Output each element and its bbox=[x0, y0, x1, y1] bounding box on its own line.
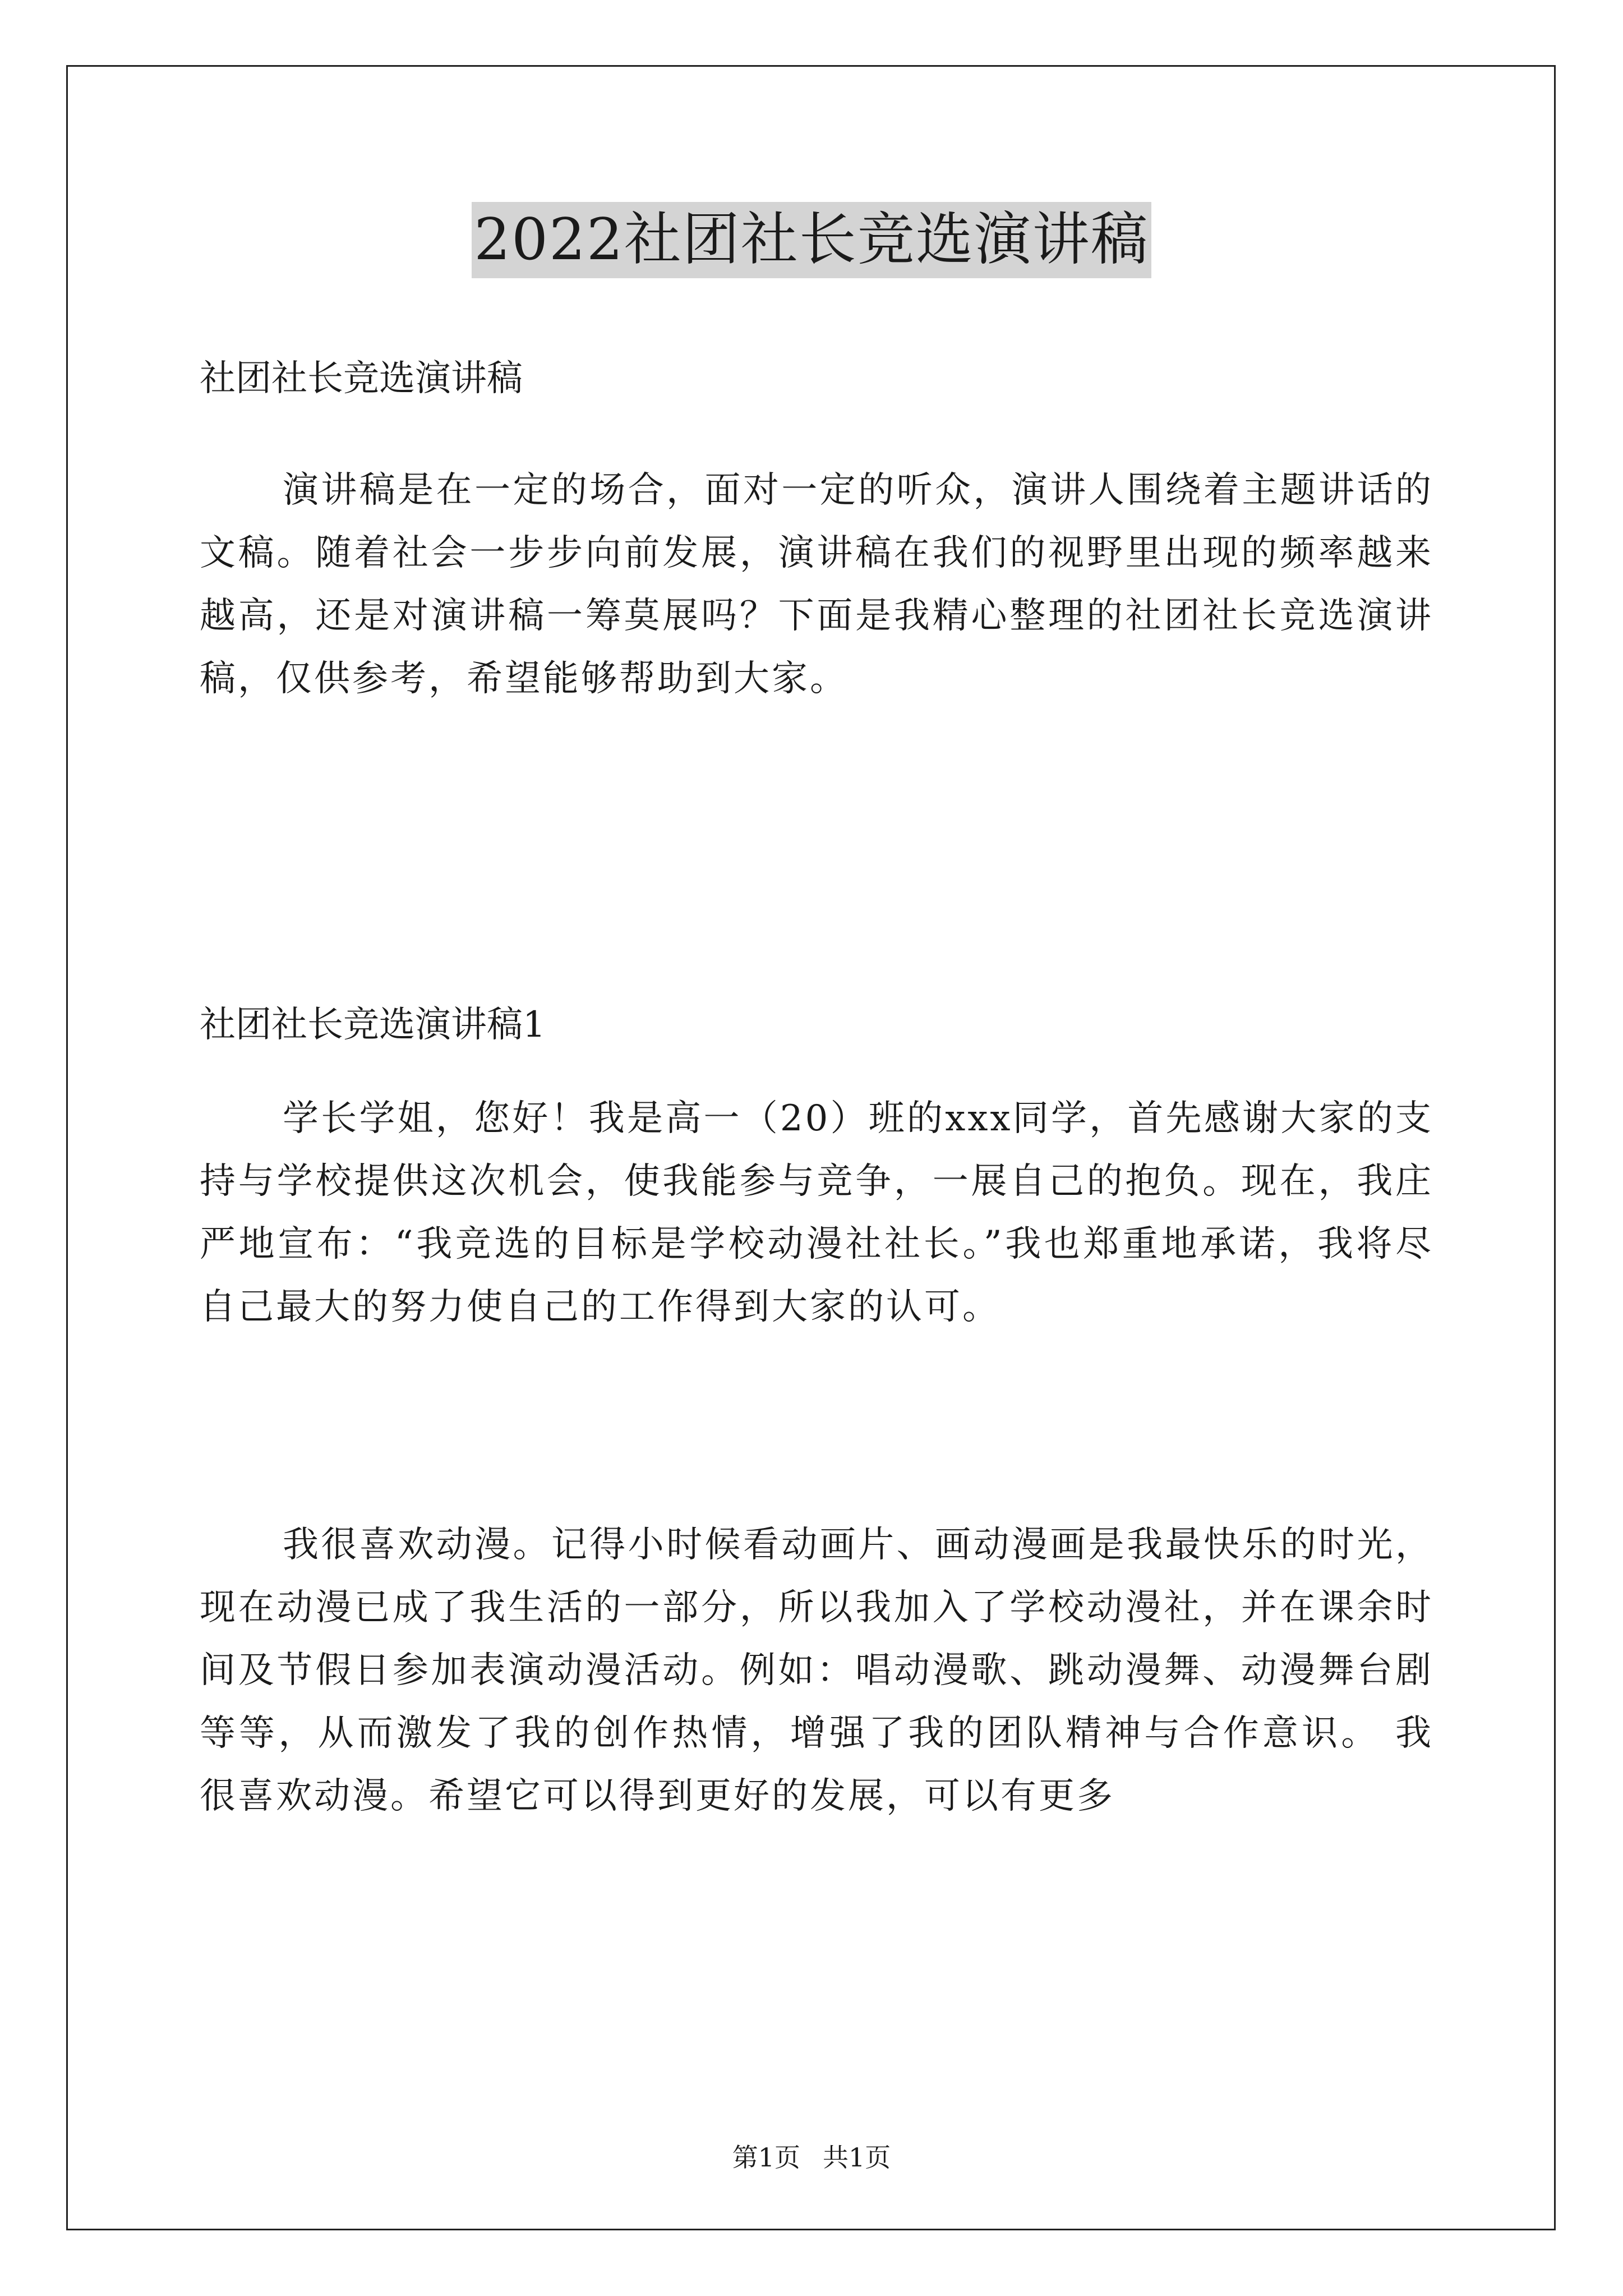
page-number-total: 共1页 bbox=[823, 2142, 891, 2173]
document-subtitle: 社团社长竞选演讲稿 bbox=[200, 358, 523, 399]
intro-paragraph: 演讲稿是在一定的场合，面对一定的听众，演讲人围绕着主题讲话的文稿。随着社会一步步向前发展，演讲稿在我们的视野里出现的频率越来越高，还是对演讲稿一筹莫展吗？下面是我精心整理的社团社长竞选演讲稿，仅供参考，希望能够帮助到大家。 bbox=[200, 470, 1433, 700]
document-title: 2022社团社长竞选演讲稿 bbox=[472, 202, 1151, 278]
body-paragraph-1: 学长学姐，您好！我是高一（20）班的xxx同学，首先感谢大家的支持与学校提供这次机会，使我能参与竞争，一展自己的抱负。现在，我庄严地宣布：“我竞选的目标是学校动漫社社长。”我也郑重地承诺，我将尽自己最大的努力使自己的工作得到大家的认可。 bbox=[200, 1098, 1433, 1328]
section-heading: 社团社长竞选演讲稿1 bbox=[200, 1004, 546, 1046]
page-footer bbox=[0, 2141, 1623, 2174]
title-container bbox=[0, 202, 1623, 278]
page-number-current: 第1页 bbox=[732, 2142, 800, 2173]
body-paragraph-2: 我很喜欢动漫。记得小时候看动画片、画动漫画是我最快乐的时光，现在动漫已成了我生活的一部分，所以我加入了学校动漫社，并在课余时间及节假日参加表演动漫活动。例如：唱动漫歌、跳动漫舞、动漫舞台剧等等，从而激发了我的创作热情，增强了我的团队精神与合作意识。 我很喜欢动漫。希望它可以得到更好的发展，可以有更多 bbox=[200, 1524, 1433, 1817]
